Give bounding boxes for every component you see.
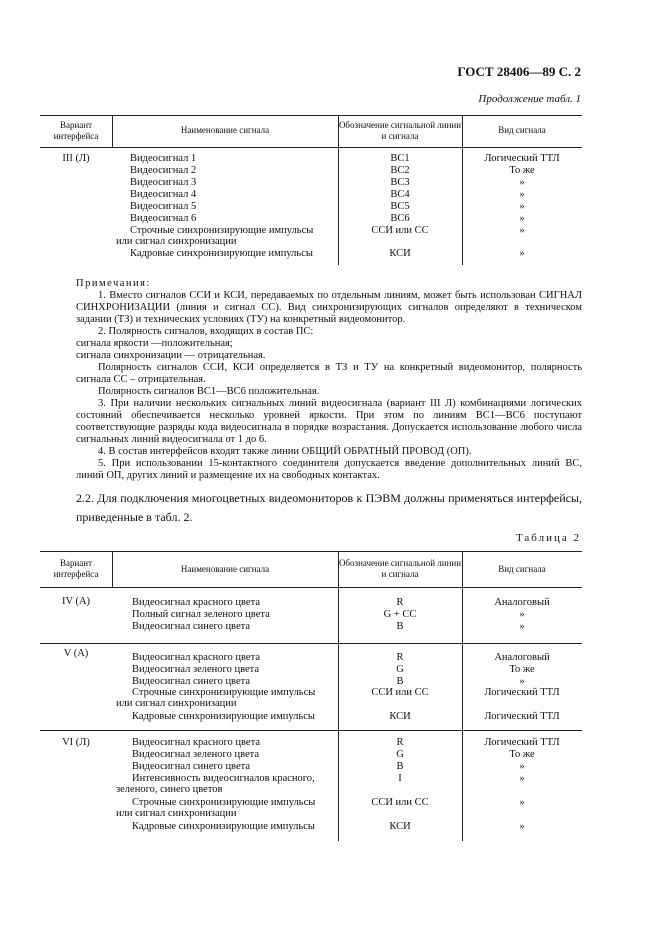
table-cell: Интенсивность видеосигналов красного, — [132, 773, 315, 784]
table-cell: КСИ — [389, 821, 411, 832]
table-cell: зеленого, синего цветов — [116, 784, 223, 795]
table2-variant: VI (Л) — [62, 737, 90, 748]
table-cell: Кадровые синхронизирующие импульсы — [130, 248, 313, 259]
table-cell: Строчные синхронизирующие импульсы — [132, 797, 316, 808]
table-cell: » — [519, 676, 525, 687]
table-cell: » — [519, 773, 525, 784]
table-cell: I — [398, 773, 402, 784]
table-cell: КСИ — [389, 248, 411, 259]
table2-variant: IV (А) — [61, 596, 91, 607]
notes-title: Примечания: — [76, 278, 151, 289]
note-text: сигнала яркости —положительная; — [76, 338, 233, 349]
table-cell: В — [396, 761, 404, 772]
table-cell: G — [396, 664, 404, 675]
table-cell: Аналоговый — [494, 597, 550, 608]
table1-col-code: Обозначение сигнальной линии и сигнала — [338, 120, 462, 141]
table-cell: » — [519, 177, 525, 188]
table-cell: ВС6 — [390, 213, 410, 224]
table-cell: » — [519, 213, 525, 224]
table-cell: » — [519, 225, 525, 236]
table-cell: Видеосигнал зеленого цвета — [132, 749, 260, 760]
table-cell: Логический ТТЛ — [484, 687, 560, 698]
table-cell: Видеосигнал синего цвета — [132, 621, 250, 632]
table-cell: Видеосигнал синего цвета — [132, 676, 250, 687]
table2-col-type: Вид сигнала — [498, 564, 546, 574]
table-cell: » — [519, 189, 525, 200]
page-header: ГОСТ 28406—89 С. 2 — [457, 64, 581, 79]
table-cell: ВС1 — [390, 153, 410, 164]
table-cell: » — [519, 609, 525, 620]
table-cell: Логический ТТЛ — [484, 711, 560, 722]
table-cell: ССИ или СС — [371, 225, 429, 236]
table1-col-name: Наименование сигнала — [180, 125, 270, 135]
table-cell: » — [519, 761, 525, 772]
table-cell: Кадровые синхронизирующие импульсы — [132, 711, 315, 722]
table2-col-variant: Вариант интерфейса — [53, 558, 99, 579]
table-cell: ССИ или СС — [371, 687, 429, 698]
table-cell: Видеосигнал 3 — [130, 177, 197, 188]
table-cell: или сигнал синхронизации — [116, 698, 237, 709]
table2-variant: V (А) — [63, 648, 89, 659]
note-text: 5. При использовании 15-контактного соединителя допускается введение дополнительных линий ВС, линий ОП, других линий и размещение их на свободных контактах. — [76, 458, 582, 481]
table-cell: Видеосигнал синего цвета — [132, 761, 250, 772]
table-cell: Строчные синхронизирующие импульсы — [132, 687, 316, 698]
note-text: сигнала синхронизации — отрицательная. — [76, 350, 266, 361]
table-cell: » — [519, 821, 525, 832]
table-cell: R — [396, 737, 404, 748]
table-cell: Логический ТТЛ — [484, 153, 560, 164]
table-cell: Аналоговый — [494, 652, 550, 663]
table-cell: или сигнал синхронизации — [116, 808, 237, 819]
note-text: 1. Вместо сигналов ССИ и КСИ, передаваемых по отдельным линиям, может быть использован СИГНАЛ СИНХРОНИЗАЦИИ (линия и сигнал СС). Вид синхронизирующих сигналов определяют в техническом задании (ТЗ) и технических условиях (ТУ) на конкретный видеомонитор. — [76, 290, 582, 325]
table-cell: КСИ — [389, 711, 411, 722]
note-text: 2. Полярность сигналов, входящих в состав ПС: — [98, 326, 314, 337]
table-cell: ВС4 — [390, 189, 410, 200]
table-cell: Видеосигнал 5 — [130, 201, 197, 212]
note-text: 4. В состав интерфейсов входят также линии ОБЩИЙ ОБРАТНЫЙ ПРОВОД (ОП). — [98, 446, 472, 457]
table-cell: G — [396, 749, 404, 760]
table-cell: Видеосигнал 2 — [130, 165, 197, 176]
table-cell: R — [396, 652, 404, 663]
table-cell: Видеосигнал зеленого цвета — [132, 664, 260, 675]
table1-variant: III (Л) — [62, 153, 90, 164]
table-cell: То же — [509, 749, 535, 760]
table-cell: Видеосигнал красного цвета — [132, 597, 260, 608]
table-continuation-label: Продолжение табл. 1 — [478, 93, 581, 105]
table-cell: То же — [509, 664, 535, 675]
paragraph-2-2: 2.2. Для подключения многоцветных видеомониторов к ПЭВМ должны применяться интерфейсы, приведенные в табл. 2. — [76, 491, 582, 524]
table-cell: Полный сигнал зеленого цвета — [132, 609, 270, 620]
table-cell: Видеосигнал красного цвета — [132, 652, 260, 663]
table-1 — [40, 115, 582, 265]
table-cell: R — [396, 597, 404, 608]
table-cell: » — [519, 621, 525, 632]
table-2 — [40, 551, 582, 841]
table-cell: ВС3 — [390, 177, 410, 188]
table1-col-type: Вид сигнала — [498, 125, 546, 135]
table-cell: В — [396, 676, 404, 687]
table-cell: » — [519, 797, 525, 808]
note-text: Полярность сигналов ССИ, КСИ определяется в ТЗ и ТУ на конкретный видеомонитор, полярность сигнала СС – отрицательная. — [76, 362, 582, 385]
table-cell: или сигнал синхронизации — [116, 236, 237, 247]
table2-col-name: Наименование сигнала — [180, 564, 270, 574]
table-cell: G + СС — [383, 609, 417, 620]
table-cell: » — [519, 248, 525, 259]
table-cell: Видеосигнал 6 — [130, 213, 197, 224]
note-text: 3. При наличии нескольких сигнальных линий видеосигнала (вариант III Л) комбинациями логических состояний обеспечивается несколько уровней яркости. При этом по линиям ВС1—ВС6 поступают соответствующие разряды кода видеосигнала в порядке возрастания. Допускается использование любого числа сигнальных линий видеосигнала от 1 до 6. — [76, 398, 582, 445]
table-cell: Видеосигнал 4 — [130, 189, 197, 200]
table-cell: ВС5 — [390, 201, 410, 212]
table-cell: Кадровые синхронизирующие импульсы — [132, 821, 315, 832]
table-cell: » — [519, 201, 525, 212]
table-cell: В — [396, 621, 404, 632]
notes-block — [76, 278, 582, 482]
table-cell: Строчные синхронизирующие импульсы — [130, 225, 314, 236]
table-2-caption: Таблица 2 — [515, 532, 581, 544]
table-cell: Логический ТТЛ — [484, 737, 560, 748]
table-cell: Видеосигнал 1 — [130, 153, 197, 164]
table2-col-code: Обозначение сигнальной линии и сигнала — [338, 558, 462, 579]
table-cell: То же — [509, 165, 535, 176]
table-cell: ВС2 — [390, 165, 410, 176]
table1-col-variant: Вариант интерфейса — [53, 120, 99, 141]
note-text: Полярность сигналов ВС1—ВС6 положительная. — [98, 386, 320, 397]
table-cell: Видеосигнал красного цвета — [132, 737, 260, 748]
table-cell: ССИ или СС — [371, 797, 429, 808]
